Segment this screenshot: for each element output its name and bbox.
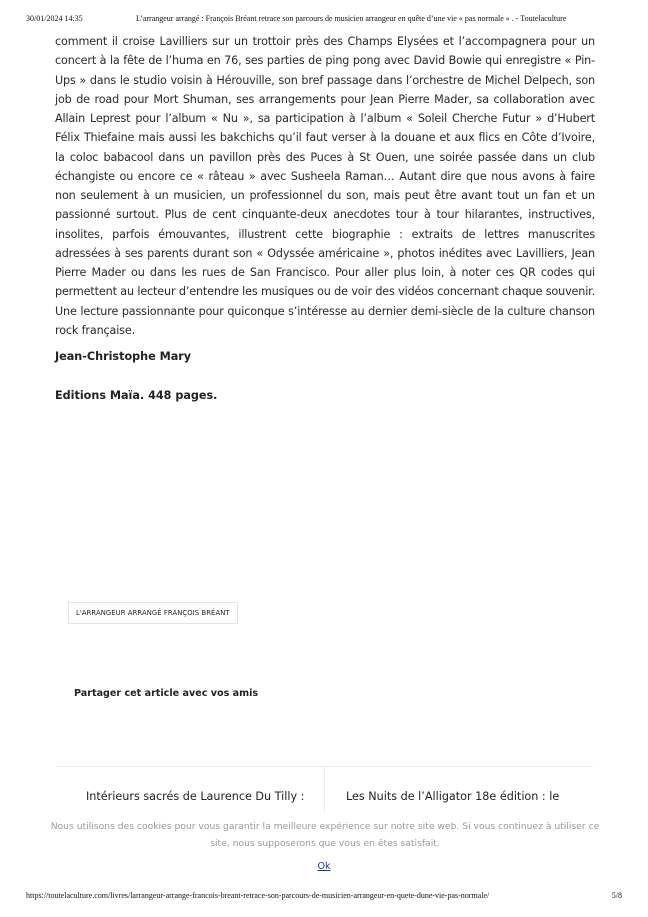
related-posts-separator	[324, 767, 325, 813]
article-tag-link[interactable]: L'ARRANGEUR ARRANGÉ FRANÇOIS BRÉANT	[68, 602, 238, 624]
print-date: 30/01/2024 14:35	[26, 14, 83, 23]
print-page-number: 5/8	[611, 891, 622, 900]
previous-article-link[interactable]: Intérieurs sacrés de Laurence Du Tilly :	[86, 790, 305, 803]
print-footer	[26, 891, 622, 903]
share-article-heading: Partager cet article avec vos amis	[74, 688, 259, 699]
cookie-accept-button[interactable]: Ok	[317, 861, 331, 872]
next-article-link[interactable]: Les Nuits de l’Alligator 18e édition : le	[346, 790, 560, 803]
related-posts-divider	[57, 766, 593, 767]
article-publisher-info: Editions Maïa. 448 pages.	[55, 389, 218, 402]
print-header	[26, 14, 622, 26]
print-page-title: L’arrangeur arrangé : François Bréant retrace son parcours de musicien arrangeur en quête d’une vie « pas normale » . - Toutelaculture	[136, 14, 567, 23]
article-author: Jean-Christophe Mary	[55, 350, 192, 363]
cookie-banner-text: Nous utilisons des cookies pour vous garantir la meilleure expérience sur notre site web. Si vous continuez à utiliser ce site, nous supposerons que vous en êtes satisfait.	[50, 821, 600, 849]
print-page-url: https://toutelaculture.com/livres/larrangeur-arrange-francois-breant-retrace-son-parcours-de-musicien-arrangeur-en-quete-dune-vie-pas-normale/	[26, 891, 490, 900]
cookie-banner	[0, 856, 648, 874]
article-body-text: comment il croise Lavilliers sur un trottoir près des Champs Elysées et l’accompagnera pour un concert à la fête de l’huma en 76, ses parties de ping pong avec David Bowie qui enregistre « Pin-Ups » dans le studio voisin à Hérouville, son bref passage dans l’orchestre de Michel Delpech, son job de road pour Mort Shuman, ses arrangements pour Jean Pierre Mader, sa collaboration avec Allain Leprest pour l’album « Nu », sa participation à l’album « Soleil Cherche Futur » d’Hubert Félix Thiefaine mais aussi les bakchichs qu’il faut verser à la douane et aux flics en Côte d’Ivoire, la coloc babacool dans un pavillon près des Puces à St Ouen, une soirée passée dans un club échangiste ou encore ce « râteau » avec Susheela Raman… Autant dire que nous avons à faire non seulement à un musicien, un professionnel du son, mais peut être avant tout un fan et un passionné surtout. Plus de cent cinquante-deux anecdotes tour à tour hilarantes, instructives, insolites, parfois émouvantes, illustrent cette biographie : extraits de lettres manuscrites adressées à ses parents durant son « Odyssée américaine », photos inédites avec Lavilliers, Jean Pierre Mader ou dans les rues de San Francisco. Pour aller plus loin, à noter ces QR codes qui permettent au lecteur d’entendre les musiques ou de voir des vidéos concernant chaque souvenir. Une lecture passionnante pour quiconque s’intéresse au dernier demi-siècle de la culture chanson rock française.	[55, 35, 595, 337]
